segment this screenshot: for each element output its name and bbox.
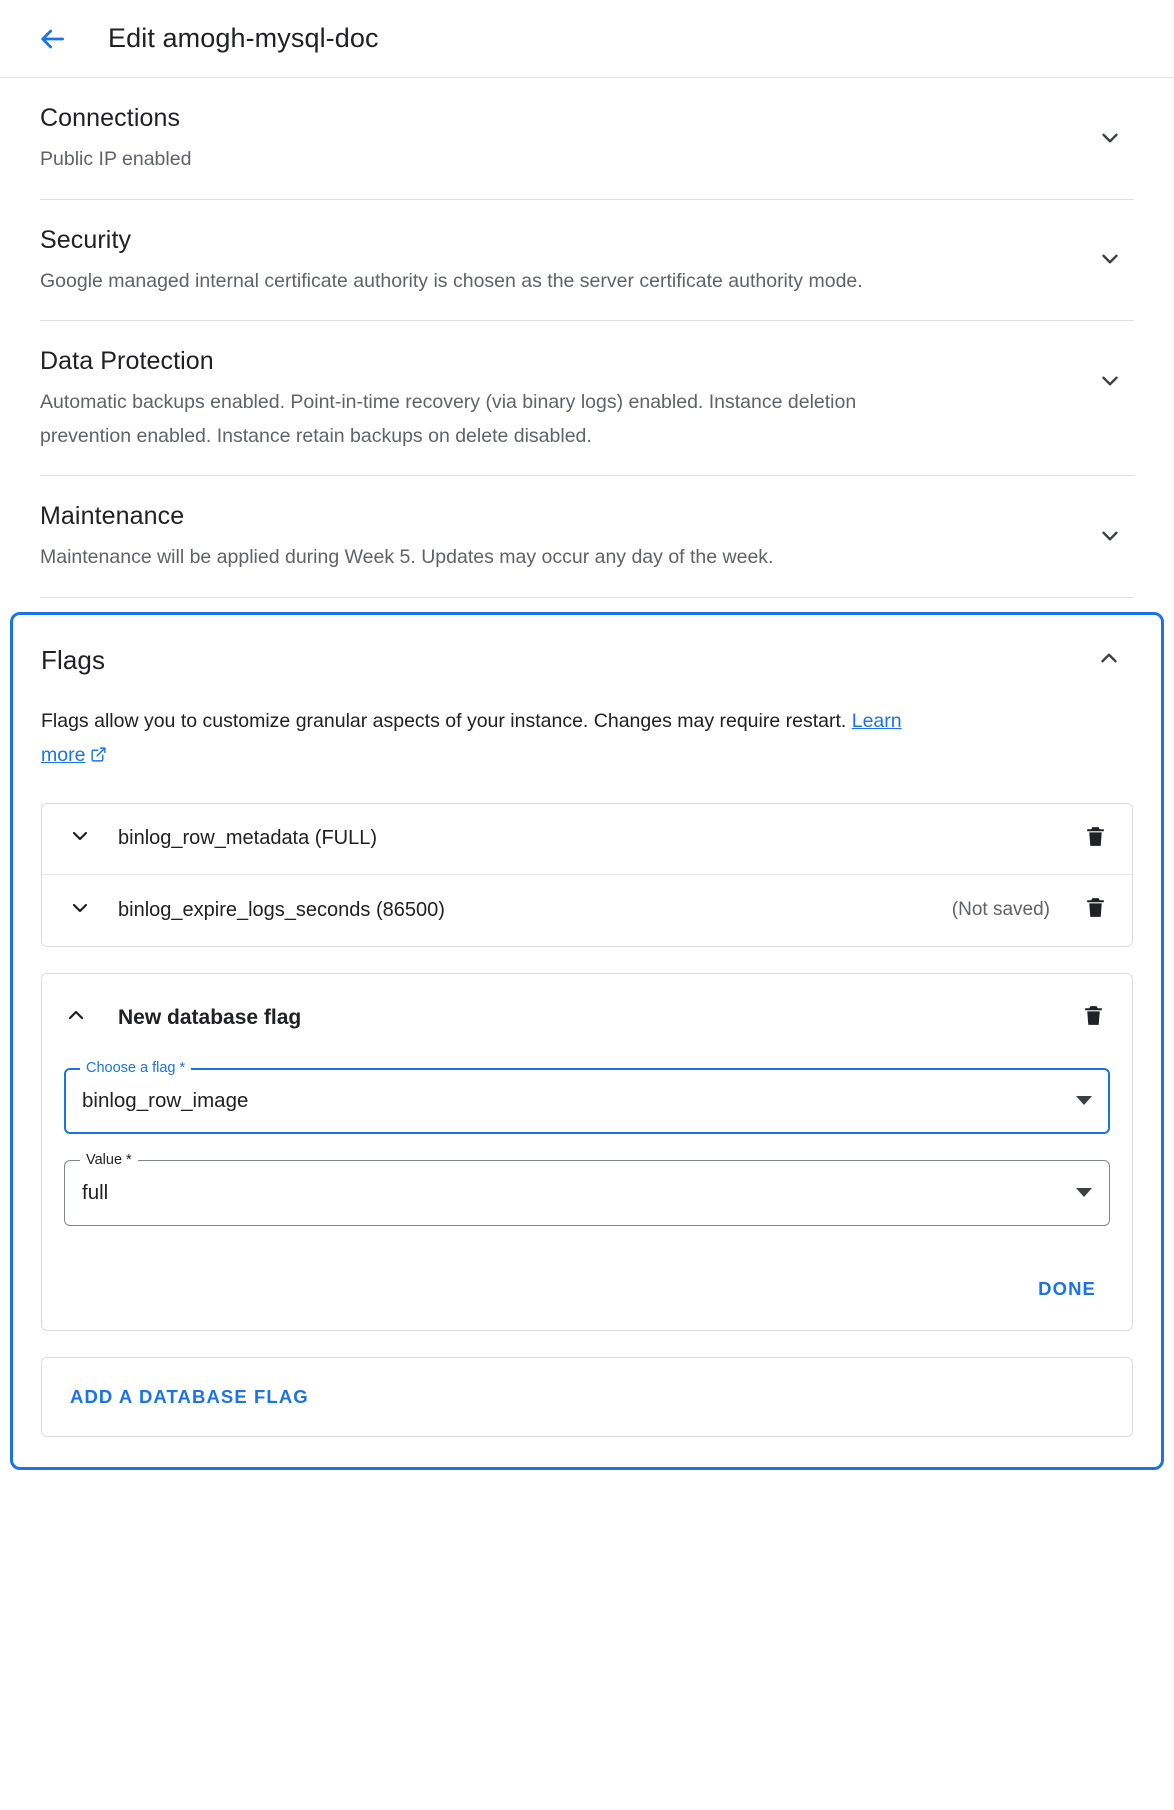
add-database-flag-row[interactable] <box>41 1357 1133 1437</box>
flag-status-note: (Not saved) <box>951 899 1050 920</box>
section-maintenance-title: Maintenance <box>40 502 185 531</box>
section-connections-title: Connections <box>40 104 181 132</box>
flags-title: Flags <box>41 645 106 676</box>
section-maintenance-texts <box>40 502 1086 575</box>
flag-name: binlog_row_metadata (FULL) <box>118 827 378 849</box>
flags-collapse-button[interactable] <box>1085 637 1133 685</box>
section-data-protection-desc: Automatic backups enabled. Point-in-time recovery (via binary logs) enabled. Instance deletion prevention enabled. Instance retain backups on delete disabled. <box>40 391 857 447</box>
section-security-desc: Google managed internal certificate authority is chosen as the server certificate authority mode. <box>40 269 863 292</box>
section-data-protection-title: Data Protection <box>40 347 214 376</box>
learn-more-link[interactable]: Learn more <box>41 709 902 766</box>
page-header <box>0 0 1174 78</box>
external-link-icon[interactable] <box>90 741 107 775</box>
chevron-up-icon <box>1096 645 1122 676</box>
section-data-protection-texts <box>40 347 1086 453</box>
section-maintenance-expand-button[interactable] <box>1086 514 1134 562</box>
flag-delete-button[interactable] <box>1078 822 1112 856</box>
flag-row[interactable] <box>42 804 1132 875</box>
done-button[interactable]: DONE <box>1024 1270 1110 1308</box>
flag-value-select[interactable] <box>64 1151 1110 1226</box>
flag-name: binlog_expire_logs_seconds (86500) <box>118 898 445 921</box>
section-maintenance[interactable] <box>40 476 1134 598</box>
section-security-expand-button[interactable] <box>1086 238 1134 286</box>
edit-instance-content <box>0 78 1174 1470</box>
section-data-protection-expand-button[interactable] <box>1086 359 1134 407</box>
section-flags <box>10 612 1164 1470</box>
chevron-down-icon <box>1097 523 1123 554</box>
section-connections-texts <box>40 104 1086 177</box>
chevron-down-icon <box>68 824 92 853</box>
page-title: Edit amogh-mysql-doc <box>108 23 379 53</box>
section-connections-expand-button[interactable] <box>1086 116 1134 164</box>
choose-a-flag-label: Choose a flag * <box>80 1059 191 1077</box>
flags-header[interactable] <box>41 637 1133 685</box>
section-data-protection[interactable] <box>40 321 1134 476</box>
chevron-down-icon <box>1097 368 1123 399</box>
new-flag-delete-button[interactable] <box>1076 1001 1110 1035</box>
chevron-down-icon <box>1076 1188 1092 1197</box>
add-database-flag-button[interactable]: ADD A DATABASE FLAG <box>70 1385 309 1407</box>
new-flag-title: New database flag <box>118 1005 302 1029</box>
trash-icon <box>1081 1003 1106 1033</box>
section-security[interactable] <box>40 200 1134 322</box>
new-flag-collapse-button[interactable] <box>64 1003 100 1032</box>
flag-row[interactable] <box>42 875 1132 946</box>
section-security-texts <box>40 226 1086 299</box>
flag-value-dropdown-arrow[interactable] <box>1076 1160 1092 1226</box>
back-button[interactable] <box>24 11 80 67</box>
trash-icon <box>1083 895 1108 925</box>
flag-value-outline <box>64 1160 1110 1226</box>
chevron-down-icon <box>1097 125 1123 156</box>
section-security-title: Security <box>40 225 132 254</box>
flag-expand-button[interactable] <box>60 824 100 853</box>
chevron-up-icon <box>64 1014 88 1031</box>
flag-value-label: Value * <box>80 1151 138 1169</box>
flag-value-value: full <box>82 1180 109 1204</box>
choose-a-flag-dropdown-arrow[interactable] <box>1076 1068 1092 1134</box>
trash-icon <box>1083 824 1108 854</box>
chevron-down-icon <box>68 896 92 925</box>
choose-a-flag-value: binlog_row_image <box>82 1088 249 1112</box>
section-maintenance-desc: Maintenance will be applied during Week 5. Updates may occur any day of the week. <box>40 546 774 569</box>
arrow-left-icon <box>36 23 68 55</box>
chevron-down-icon <box>1076 1096 1092 1105</box>
new-flag-actions <box>64 1270 1110 1308</box>
flags-description <box>41 705 921 775</box>
section-connections-desc: Public IP enabled <box>40 148 192 170</box>
section-connections[interactable] <box>40 78 1134 200</box>
flag-delete-button[interactable] <box>1078 893 1112 927</box>
chevron-down-icon <box>1097 246 1123 277</box>
new-flag-header[interactable] <box>64 994 1110 1042</box>
new-database-flag-card <box>41 973 1133 1331</box>
flags-description-text: Flags allow you to customize granular aspects of your instance. Changes may require restart. <box>41 709 852 732</box>
choose-a-flag-select[interactable] <box>64 1059 1110 1134</box>
flag-expand-button[interactable] <box>60 896 100 925</box>
existing-flags-list <box>41 803 1133 947</box>
